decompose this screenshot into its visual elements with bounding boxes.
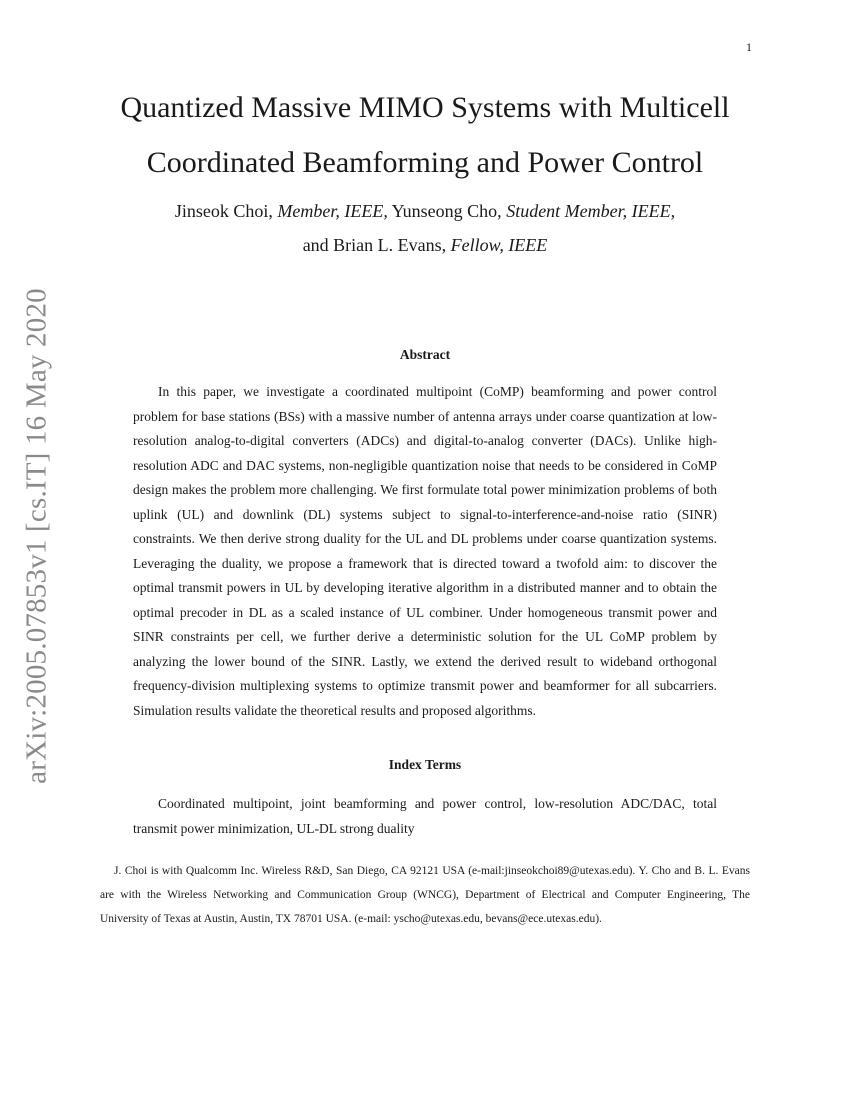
author-3-role: Fellow, IEEE [450, 235, 548, 255]
author-1-role: Member, IEEE, [277, 201, 388, 221]
author-1-name: Jinseok Choi, [174, 201, 278, 221]
index-terms-body: Coordinated multipoint, joint beamforming and power control, low-resolution ADC/DAC, total transmit power minimization, UL-DL strong duality [133, 796, 717, 836]
author-3-name: and Brian L. Evans, [302, 235, 451, 255]
author-2-role: Student Member, IEEE, [506, 201, 676, 221]
abstract-heading: Abstract [399, 347, 451, 362]
title-line-1: Quantized Massive MIMO Systems with Multicell [120, 91, 730, 124]
page-number: 1 [746, 40, 752, 54]
abstract-body: In this paper, we investigate a coordinated multipoint (CoMP) beamforming and power control problem for base stations (BSs) with a massive number of antenna arrays under coarse quantization at low-resolution analog-to-digital converters (ADCs) and digital-to-analog converter (DACs). Unlike high-resolution ADC and DAC systems, non-negligible quantization noise that needs to be considered in CoMP design makes the problem more challenging. We first formulate total power minimization problems of both uplink (UL) and downlink (DL) systems subject to signal-to-interference-and-noise ratio (SINR) constraints. We then derive strong duality for the UL and DL problems under coarse quantization systems. Leveraging the duality, we propose a framework that is directed toward a twofold aim: to discover the optimal transmit powers in UL by developing iterative algorithm in a distributed manner and to obtain the optimal precoder in DL as a scaled instance of UL combiner. Under homogeneous transmit power and SINR constraints per cell, we further derive a deterministic solution for the UL CoMP problem by analyzing the lower bound of the SINR. Lastly, we extend the derived result to wideband orthogonal frequency-division multiplexing systems to optimize transmit power and beamformer for all subcarriers. Simulation results validate the theoretical results and proposed algorithms. [133, 384, 717, 718]
paper-title [60, 80, 790, 190]
title-line-2: Coordinated Beamforming and Power Control [146, 146, 704, 179]
author-2-name: Yunseong Cho, [387, 201, 507, 221]
author-affiliation-footnote: J. Choi is with Qualcomm Inc. Wireless R&D, San Diego, CA 92121 USA (e-mail:jinseokchoi89@utexas.edu). Y. Cho and B. L. Evans are with the Wireless Networking and Communication Group (WNCG), Department of Electrical and Computer Engineering, The University of Texas at Austin, Austin, TX 78701 USA. (e-mail: yscho@utexas.edu, bevans@ece.utexas.edu). [100, 865, 750, 925]
index-terms-heading: Index Terms [388, 757, 462, 772]
author-list [60, 194, 790, 262]
authors-line-2 [60, 228, 790, 262]
arxiv-identifier-stamp: arXiv:2005.07853v1 [cs.IT] 16 May 2020 [20, 288, 53, 784]
authors-line-1 [60, 194, 790, 228]
